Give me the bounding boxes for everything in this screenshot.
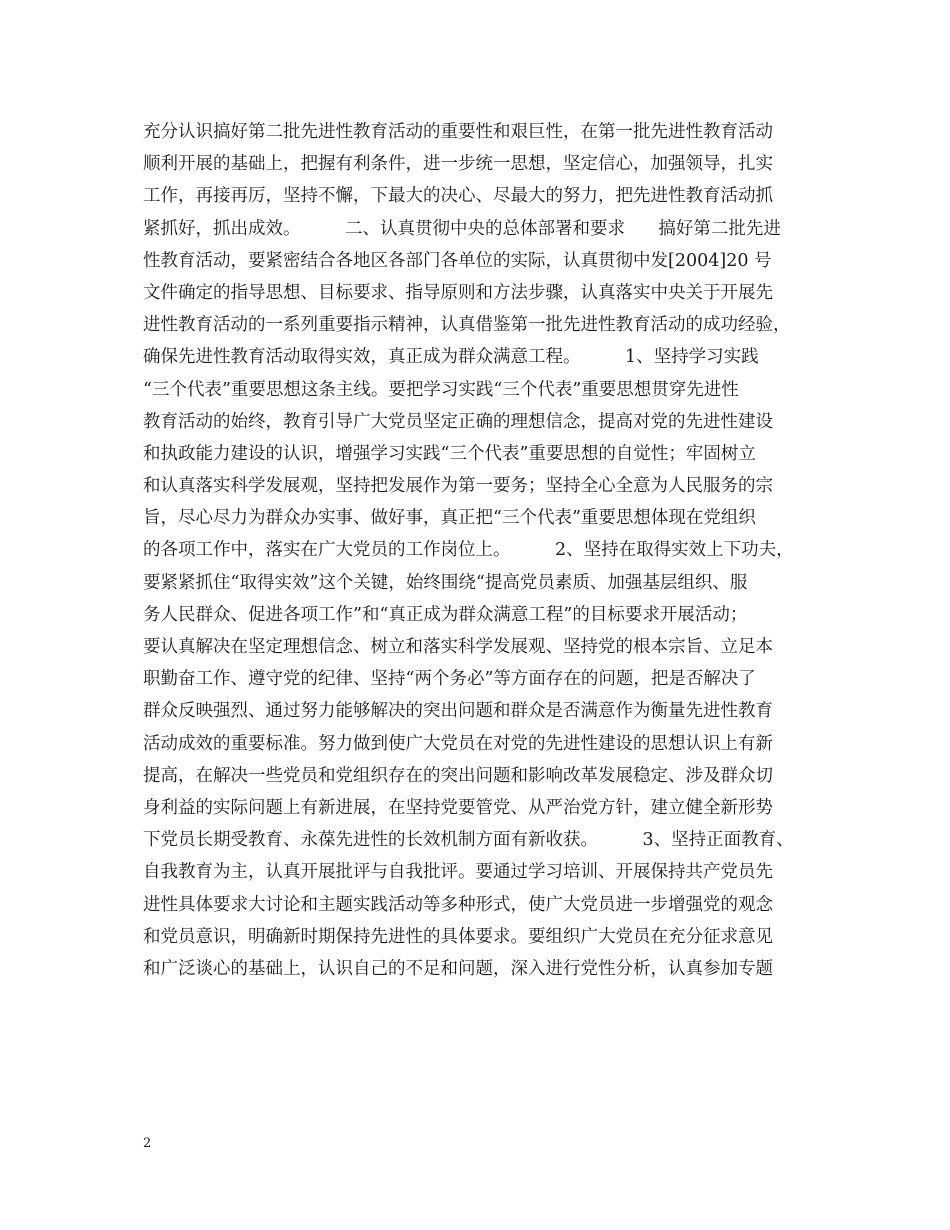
text-line: 要认真解决在坚定理想信念、树立和落实科学发展观、坚持党的根本宗旨、立足本 [143, 637, 773, 657]
body-paragraph [143, 116, 833, 985]
text-line: 和党员意识，明确新时期保持先进性的具体要求。要组织广大党员在充分征求意见 [143, 926, 773, 947]
text-line: 教育活动的始终，教育引导广大党员坚定正确的理想信念，提高对党的先进性建设 [143, 411, 773, 432]
text-line: 和认真落实科学发展观，坚持把发展作为第一要务；坚持全心全意为人民服务的宗 [143, 476, 773, 497]
text-line: 的各项工作中，落实在广大党员的工作岗位上。 2、坚持在取得实效上下功夫， [143, 540, 794, 561]
text-line: 要紧紧抓住“取得实效”这个关键，始终围绕“提高党员素质、加强基层组织、服 [143, 572, 748, 593]
page-number: 2 [143, 1136, 152, 1151]
text-line: 文件确定的指导思想、目标要求、指导原则和方法步骤，认真落实中央关于开展先 [143, 282, 773, 303]
text-line: 工作，再接再厉，坚持不懈，下最大的决心、尽最大的努力，把先进性教育活动抓 [143, 186, 773, 207]
text-line: 务人民群众、促进各项工作”和“真正成为群众满意工程”的目标要求开展活动； [143, 604, 748, 625]
text-line: 进性教育活动的一系列重要指示精神，认真借鉴第一批先进性教育活动的成功经验， [143, 315, 791, 336]
text-line: 进性具体要求大讨论和主题实践活动等多种形式，使广大党员进一步增强党的观念 [143, 894, 773, 915]
text-line: 活动成效的重要标准。努力做到使广大党员在对党的先进性建设的思想认识上有新 [143, 733, 773, 754]
text-line: 身利益的实际问题上有新进展，在坚持党要管党、从严治党方针，建立健全新形势 [143, 797, 773, 818]
text-line: 自我教育为主，认真开展批评与自我批评。要通过学习培训、开展保持共产党员先 [143, 862, 773, 883]
text-line: 旨，尽心尽力为群众办实事、做好事，真正把“三个代表”重要思想体现在党组织 [143, 508, 756, 529]
text-line: 提高，在解决一些党员和党组织存在的突出问题和影响改革发展稳定、涉及群众切 [143, 765, 773, 786]
text-line: 和执政能力建设的认识，增强学习实践“三个代表”重要思想的自觉性；牢固树立 [143, 443, 756, 464]
text-line: 群众反映强烈、通过努力能够解决的突出问题和群众是否满意作为衡量先进性教育 [143, 701, 773, 722]
text-line: 紧抓好，抓出成效。 二、认真贯彻中央的总体部署和要求 搞好第二批先进 [143, 218, 781, 239]
text-line: 充分认识搞好第二批先进性教育活动的重要性和艰巨性，在第一批先进性教育活动 [143, 122, 773, 142]
text-line: 确保先进性教育活动取得实效，真正成为群众满意工程。 1、坚持学习实践 [143, 347, 759, 368]
text-line: “三个代表”重要思想这条主线。要把学习实践“三个代表”重要思想贯穿先进性 [143, 379, 739, 400]
text-line: 和广泛谈心的基础上，认识自己的不足和问题，深入进行党性分析，认真参加专题 [143, 958, 773, 979]
text-line: 顺利开展的基础上，把握有利条件，进一步统一思想，坚定信心，加强领导，扎实 [143, 154, 773, 175]
text-line: 下党员长期受教育、永葆先进性的长效机制方面有新收获。 3、坚持正面教育、 [143, 830, 794, 851]
text-line: 性教育活动，要紧密结合各地区各部门各单位的实际，认真贯彻中发[2004]20 号 [143, 250, 772, 271]
text-line: 职勤奋工作、遵守党的纪律、坚持“两个务必”等方面存在的问题，把是否解决了 [143, 669, 756, 690]
